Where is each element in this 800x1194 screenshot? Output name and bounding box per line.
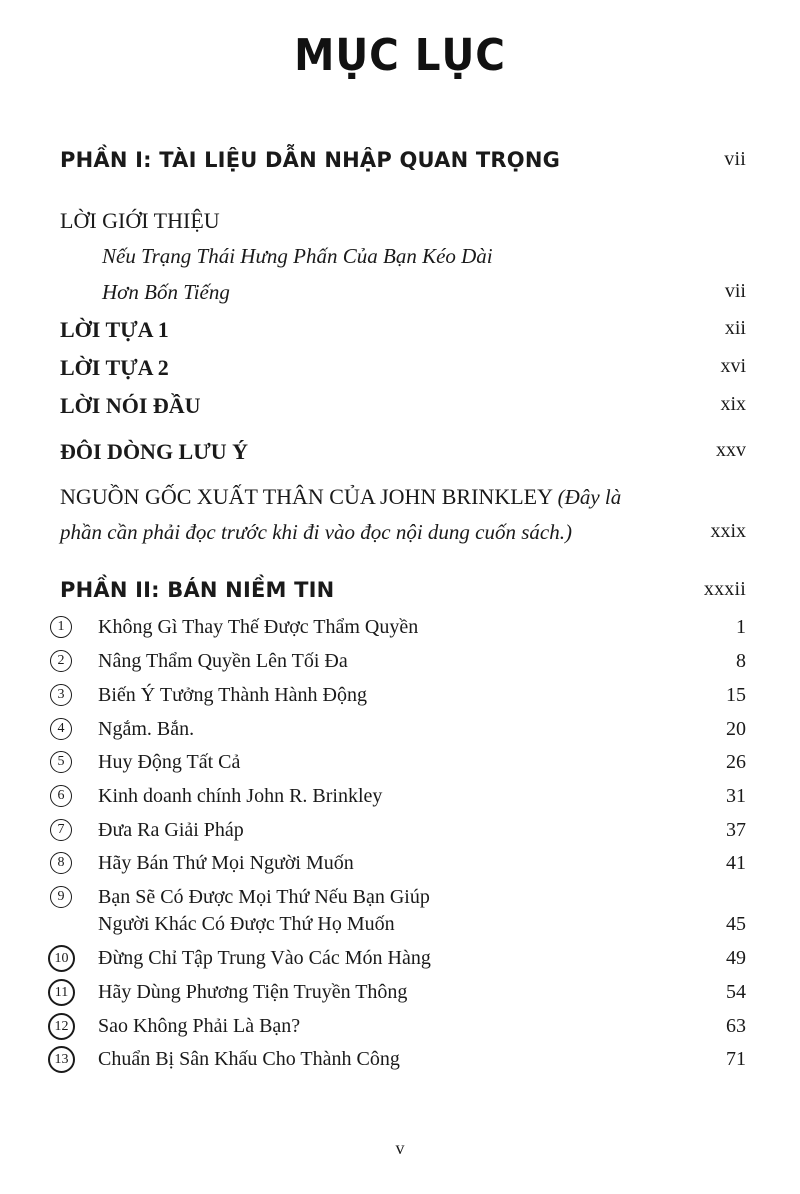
page-number: 49 — [726, 947, 746, 969]
chapter-title-continued: Người Khác Có Được Thứ Họ Muốn — [98, 913, 395, 935]
page-number: 54 — [726, 981, 746, 1003]
page-number: xii — [724, 317, 746, 339]
chapter-number-badge: 6 — [50, 785, 72, 807]
page-number: xvi — [720, 355, 746, 377]
chapter-title: Hãy Bán Thứ Mọi Người Muốn — [98, 852, 354, 874]
section-label: NGUỒN GỐC XUẤT THÂN CỦA JOHN BRINKLEY — [60, 484, 553, 509]
page-number: vii — [724, 148, 746, 170]
chapter-title: Đưa Ra Giải Pháp — [98, 819, 244, 841]
chapter-title: Không Gì Thay Thế Được Thẩm Quyền — [98, 616, 419, 638]
chapter-title: Nâng Thẩm Quyền Lên Tối Đa — [98, 650, 348, 672]
chapter-title: Sao Không Phải Là Bạn? — [98, 1015, 301, 1037]
chapter-number-badge: 11 — [48, 979, 75, 1006]
page-number: xxxii — [703, 578, 746, 600]
page-number: 1 — [736, 616, 746, 638]
page-number: 37 — [726, 819, 746, 841]
page-number: 26 — [726, 751, 746, 773]
chapter-number-badge: 7 — [50, 819, 72, 841]
toc-chapter-6[interactable] — [50, 785, 746, 811]
part-label: PHẦN I: TÀI LIỆU DẪN NHẬP QUAN TRỌNG — [60, 148, 561, 172]
chapter-number-badge: 1 — [50, 616, 72, 638]
toc-intro-subtitle-1 — [60, 244, 746, 272]
section-note: phần cần phải đọc trước khi đi vào đọc nội dung cuốn sách.) — [60, 520, 572, 544]
page-number: xix — [720, 393, 746, 415]
chapter-number-badge: 9 — [50, 886, 72, 908]
toc-origin-note — [60, 520, 746, 548]
toc-foreword-1[interactable] — [60, 317, 746, 345]
page-number: 8 — [736, 650, 746, 672]
subtitle-text: Nếu Trạng Thái Hưng Phấn Của Bạn Kéo Dài — [102, 244, 493, 268]
toc-chapter-10[interactable] — [50, 947, 746, 973]
page-number: 63 — [726, 1015, 746, 1037]
part-label: PHẦN II: BÁN NIỀM TIN — [60, 578, 335, 602]
chapter-number-badge: 4 — [50, 718, 72, 740]
section-label-wrap — [60, 484, 621, 510]
toc-intro-subtitle-2 — [60, 280, 746, 308]
section-label: LỜI GIỚI THIỆU — [60, 208, 220, 233]
toc-chapter-13[interactable] — [50, 1048, 746, 1074]
page-number: 45 — [726, 913, 746, 935]
toc-chapter-7[interactable] — [50, 819, 746, 845]
toc-origin[interactable] — [60, 484, 746, 514]
chapter-title: Biến Ý Tưởng Thành Hành Động — [98, 684, 367, 706]
chapter-title: Huy Động Tất Cả — [98, 751, 241, 773]
toc-chapter-1[interactable] — [50, 616, 746, 642]
chapter-number-badge: 5 — [50, 751, 72, 773]
toc-chapter-2[interactable] — [50, 650, 746, 676]
toc-part-2[interactable] — [60, 578, 746, 606]
chapter-title: Ngắm. Bắn. — [98, 718, 195, 740]
toc-chapter-3[interactable] — [50, 684, 746, 710]
chapter-number-badge: 12 — [48, 1013, 75, 1040]
page-title: MỤC LỤC — [294, 30, 506, 81]
toc-part-1[interactable] — [60, 148, 746, 176]
page-folio: v — [395, 1138, 405, 1158]
chapter-number-badge: 13 — [48, 1046, 75, 1073]
section-label: LỜI NÓI ĐẦU — [60, 393, 201, 418]
page-number: 41 — [726, 852, 746, 874]
toc-chapter-11[interactable] — [50, 981, 746, 1007]
toc-preface[interactable] — [60, 393, 746, 421]
page-number: xxv — [716, 439, 746, 461]
toc-chapter-9[interactable] — [50, 886, 746, 946]
chapter-number-badge: 3 — [50, 684, 72, 706]
toc-chapter-5[interactable] — [50, 751, 746, 777]
page-number: 15 — [726, 684, 746, 706]
section-label: LỜI TỰA 1 — [60, 317, 169, 342]
section-note: (Đây là — [557, 485, 622, 509]
chapter-title: Hãy Dùng Phương Tiện Truyền Thông — [98, 981, 408, 1003]
chapter-title: Đừng Chỉ Tập Trung Vào Các Món Hàng — [98, 947, 431, 969]
chapter-title: Kinh doanh chính John R. Brinkley — [98, 785, 383, 807]
section-label: ĐÔI DÒNG LƯU Ý — [60, 439, 249, 464]
chapter-number-badge: 8 — [50, 852, 72, 874]
chapter-number-badge: 10 — [48, 945, 75, 972]
chapter-number-badge: 2 — [50, 650, 72, 672]
chapter-title: Bạn Sẽ Có Được Mọi Thứ Nếu Bạn Giúp — [98, 886, 430, 908]
page-number: 71 — [726, 1048, 746, 1070]
toc-notes[interactable] — [60, 439, 746, 467]
page-number: xxix — [710, 520, 746, 542]
page-number: 20 — [726, 718, 746, 740]
chapter-title: Chuẩn Bị Sân Khấu Cho Thành Công — [98, 1048, 400, 1070]
toc-chapter-4[interactable] — [50, 718, 746, 744]
toc-intro[interactable] — [60, 208, 746, 236]
page-number: vii — [724, 280, 746, 302]
subtitle-text: Hơn Bốn Tiếng — [102, 280, 230, 304]
toc-foreword-2[interactable] — [60, 355, 746, 383]
section-label: LỜI TỰA 2 — [60, 355, 169, 380]
toc-chapter-12[interactable] — [50, 1015, 746, 1041]
toc-chapter-8[interactable] — [50, 852, 746, 878]
page-number: 31 — [726, 785, 746, 807]
